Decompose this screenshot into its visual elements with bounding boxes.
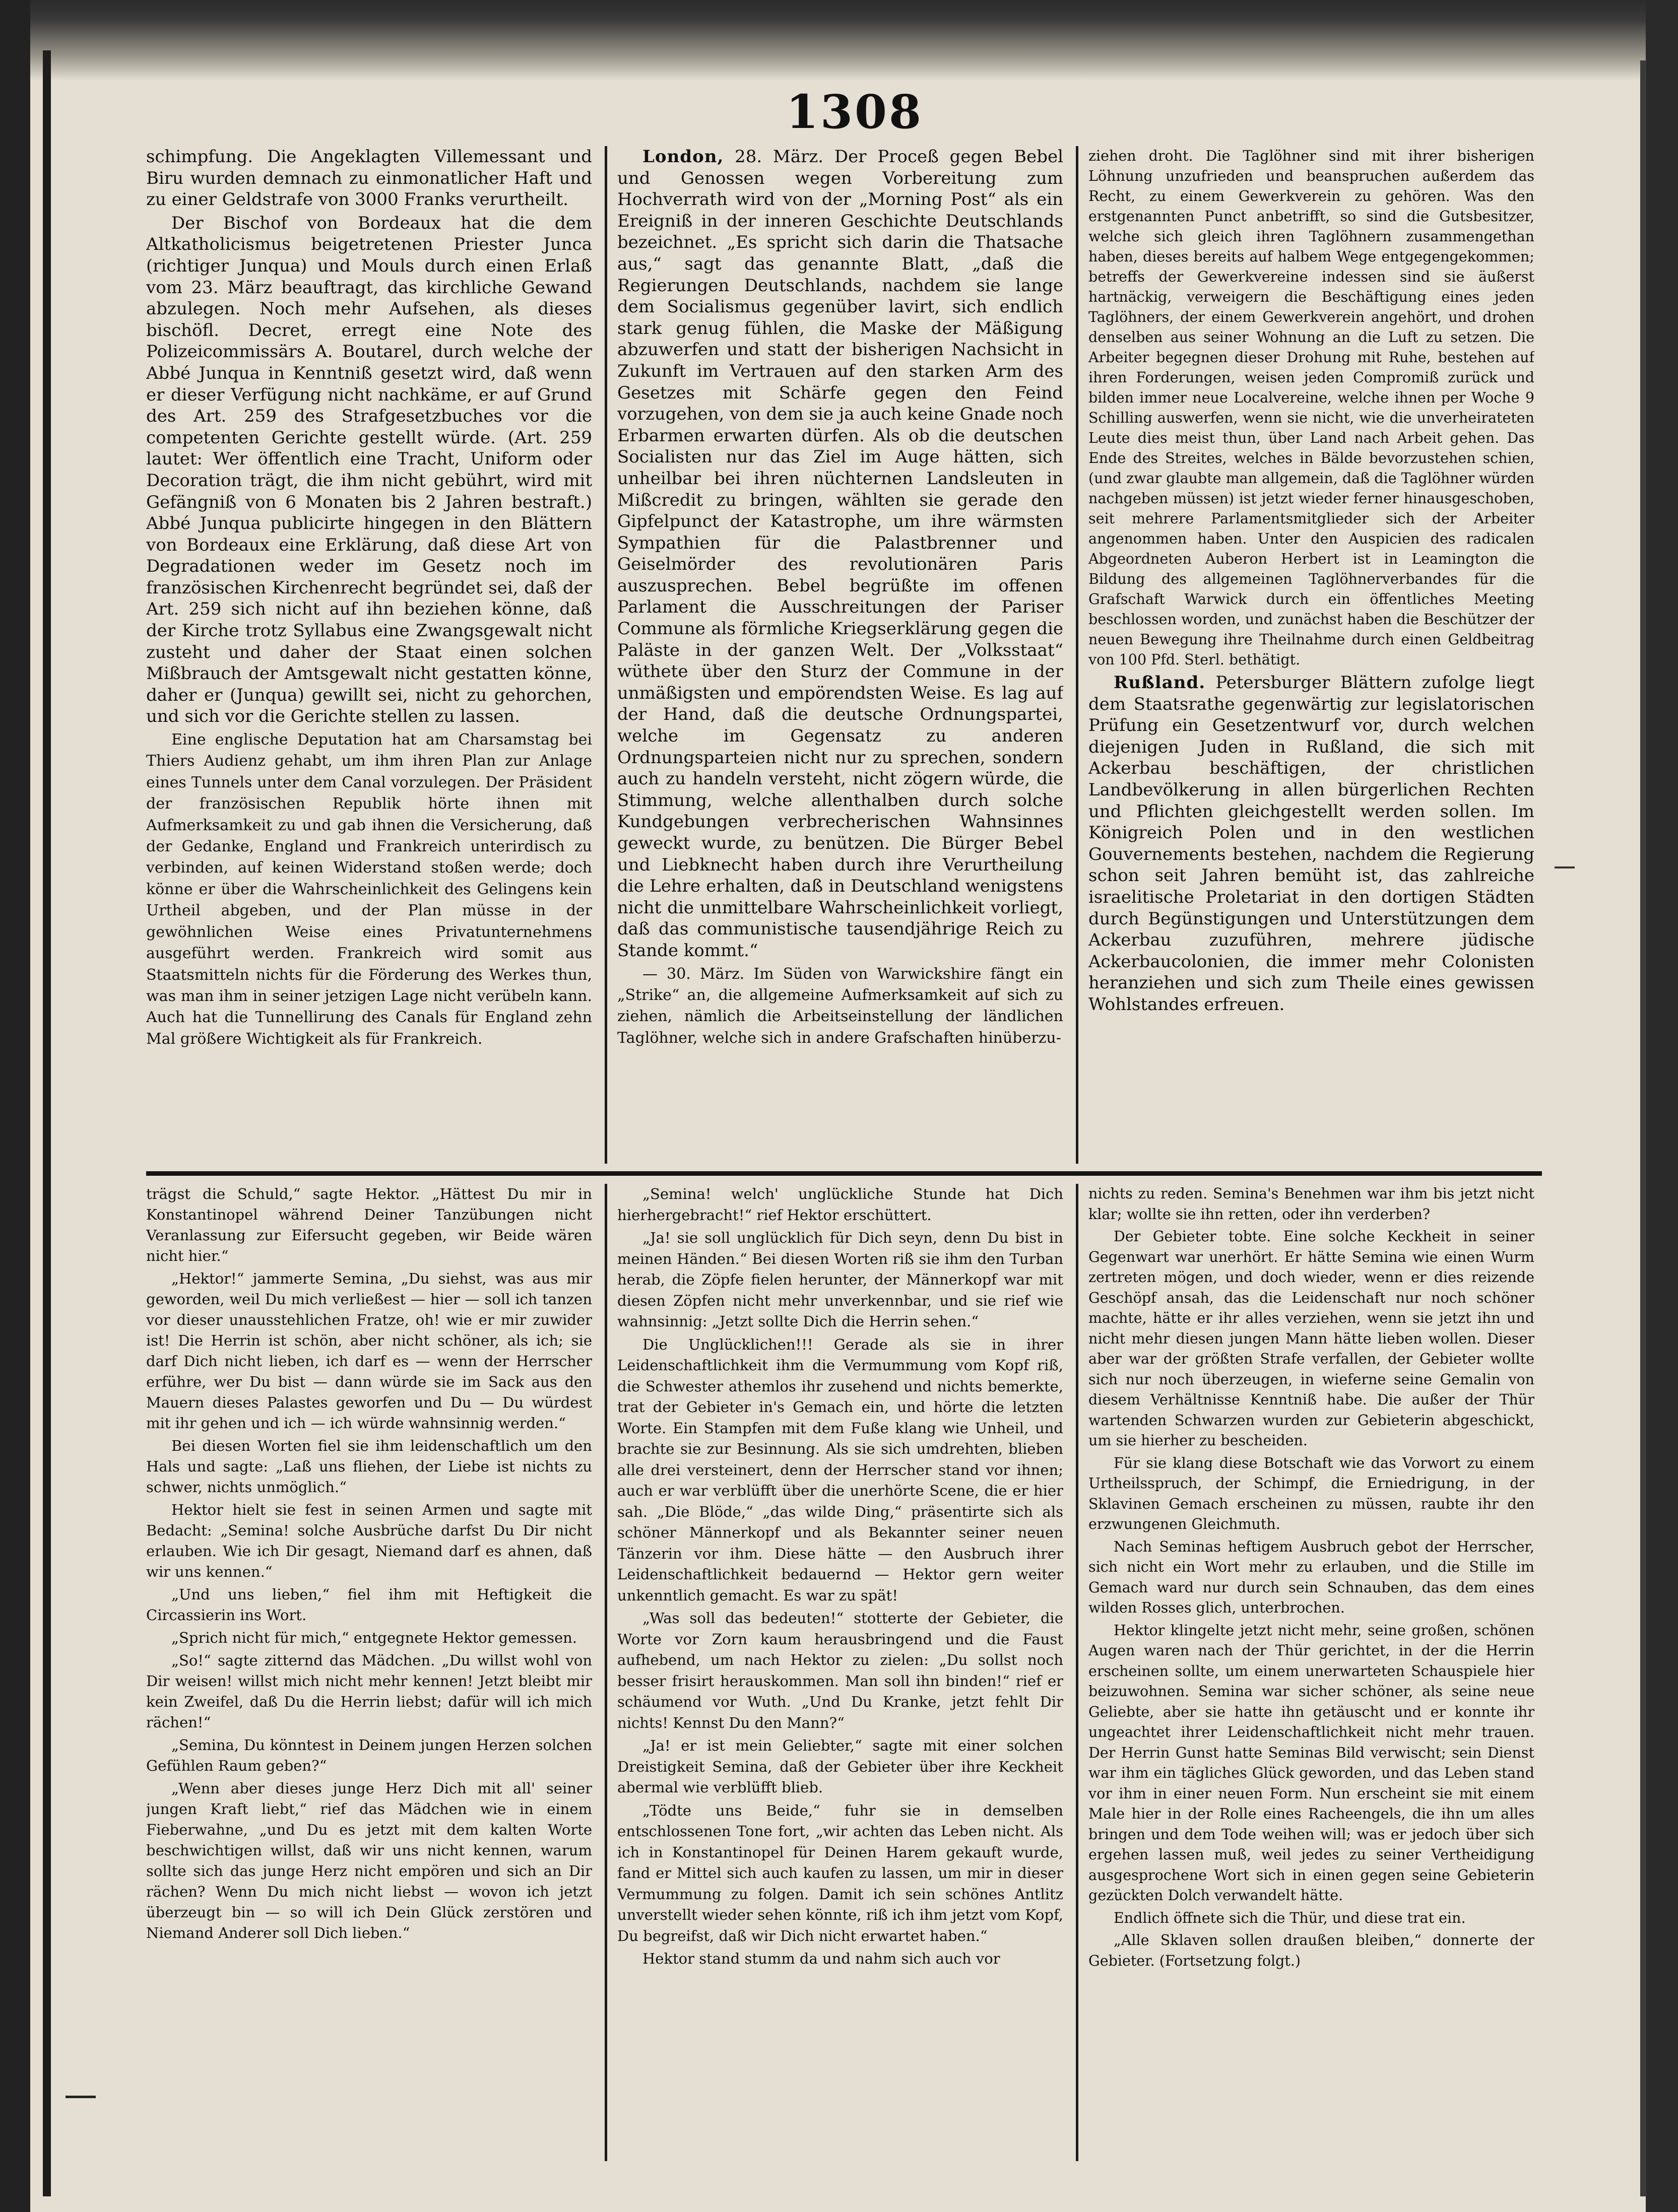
paragraph: Nach Seminas heftigem Ausbruch gebot der Herrscher, sich nicht ein Wort mehr zu erlauben, und die Stille im Gemach ward nur durch sein Schnauben, das dem eines wilden Rosses glich, unterbrochen.: [1088, 1538, 1534, 1616]
column-divider: [605, 146, 607, 1164]
paragraph: — 30. März. Im Süden von Warwickshire fängt ein „Strike“ an, die allgemeine Aufmerksamkeit auf sich zu ziehen, nämlich die Arbeitseinstellung der ländlichen Taglöhner, welche sich in andere Grafschaften hinüberzu-: [617, 965, 1063, 1047]
paragraph: „Tödte uns Beide,“ fuhr sie in demselben entschlossenen Tone fort, „wir achten das Leben nicht. Als ich in Konstantinopel für Deinen Harem gekauft wurde, fand er Mittel sich auch kaufen zu lassen, um mir in dieser Vermummung zu folgen. Damit ich sein schönes Antlitz unverstellt wieder sehen könnte, riß ich ihm jetzt vom Kopf, Du begreifst, daß wir Dich nicht erwartet haben.“: [617, 1801, 1063, 1945]
paragraph: „Ja! sie soll unglücklich für Dich seyn, denn Du bist in meinen Händen.“ Bei diesen Worten riß sie ihm den Turban herab, die Zöpfe fielen herunter, der Männerkopf war mit diesen Zöpfen nicht mehr unverkennbar, und sie rief wie wahnsinnig: „Jetzt sollte Dich die Herrin sehen.“: [617, 1229, 1063, 1330]
paragraph: „Ja! er ist mein Geliebter,“ sagte mit einer solchen Dreistigkeit Semina, daß der Gebieter über ihre Keckheit abermal wie verblüfft blieb.: [617, 1737, 1063, 1796]
paragraph: ziehen droht. Die Taglöhner sind mit ihrer bisherigen Löhnung unzufrieden und beanspruchen außerdem das Recht, zu einem Gewerkverein zu gehören. Was den erstgenannten Punct anbetrifft, so sind die Gutsbesitzer, welche sich gleich ihren Taglöhnern zusammengethan haben, dieses bereits auf halbem Wege entgegengekommen; betreffs der Gewerkvereine indessen sind sie äußerst hartnäckig, verweigern die Beschäftigung eines jeden Taglöhners, der einem Gewerkverein angehört, und drohen denselben aus seiner Wohnung an die Luft zu setzen. Die Arbeiter begegnen dieser Drohung mit Ruhe, bestehen auf ihren Forderungen, weisen jeden Compromiß zurück und bilden immer neue Localvereine, welche ihnen per Woche 9 Schilling auswerfen, wenn sie nicht, wie die unverheirateten Leute dies meist thun, über Land nach Arbeit gehen. Das Ende des Streites, welches in Bälde bevorzustehen schien, (und zwar glaubte man allgemein, daß die Taglöhner würden nachgeben müssen) ist jetzt wieder ferner hinausgeschoben, seit mehrere Parlamentsmitglieder sich der Arbeiter angenommen haben. Unter den Auspicien des radicalen Abgeordneten Auberon Herbert ist in Leamington die Bildung des allgemeinen Taglöhnerverbandes für die Grafschaft Warwick durch ein öffentliches Meeting beschlossen worden, und zunächst haben die Beschützer der neuen Bewegung ihre Theilnahme durch einen Geldbeitrag von 100 Pfd. Sterl. bethätigt.: [1088, 148, 1534, 668]
paragraph: „Hektor!“ jammerte Semina, „Du siehst, was aus mir geworden, weil Du mich verließest — hier — soll ich tanzen vor dieser unausstehlichen Fratze, oh! wie er mir zuwider ist! Die Herrin ist schön, aber nicht schöner, als ich; sie darf Dich nicht lieben, ich darf es — wenn der Herrscher erführe, wer Du bist — dann würde sie im Sack aus den Mauern dieses Palastes geworfen und Du — Du würdest mit ihr gehen und ich — ich würde wahnsinnig werden.“: [146, 1270, 592, 1432]
paragraph: „Und uns lieben,“ fiel ihm mit Heftigkeit die Circassierin ins Wort.: [146, 1586, 592, 1624]
paragraph: „Sprich nicht für mich,“ entgegnete Hektor gemessen.: [171, 1629, 577, 1646]
column-divider: [1076, 146, 1078, 1164]
paragraph: „Alle Sklaven sollen draußen bleiben,“ donnerte der Gebieter. (Fortsetzung folgt.): [1088, 1932, 1534, 1969]
paragraph-london: [617, 146, 1063, 962]
bottom-column-3: [1088, 1184, 1534, 2171]
margin-mark: [1555, 866, 1575, 868]
column-divider: [605, 1184, 607, 2161]
scan-left-edge: [0, 0, 30, 2212]
paragraph: trägst die Schuld,“ sagte Hektor. „Hättest Du mir in Konstantinopel während Deiner Tanzübungen nicht Veranlassung zur Eifersucht gegeben, wir Beide wären nicht hier.“: [146, 1185, 592, 1264]
bottom-column-1: [146, 1184, 592, 2091]
left-border-rule: [43, 50, 51, 2196]
top-column-3: [1088, 146, 1534, 1164]
top-column-1: [146, 146, 592, 1164]
paragraph-text: Petersburger Blättern zufolge liegt dem Staatsrathe gegenwärtig zur legislatorischen Prüfung ein Gesetzentwurf vor, durch welchen diejenigen Juden in Rußland, die sich mit Ackerbau beschäftigen, der christlichen Landbevölkerung in allen bürgerlichen Rechten und Pflichten gleichgestellt werden sollen. Im Königreich Polen und in den westlichen Gouvernements bestehen, nachdem die Regierung schon seit Jahren bemüht ist, das zahlreiche israelitische Proletariat in den dortigen Städten durch Begünstigungen und Unterstützungen dem Ackerbau zuzuführen, mehrere jüdische Ackerbaucolonien, die immer mehr Colonisten heranziehen und sich zum Theile eines gewissen Wohlstandes erfreuen.: [1088, 673, 1534, 1015]
paragraph: Der Gebieter tobte. Eine solche Keckheit in seiner Gegenwart war unerhört. Er hätte Semina wie einen Wurm zertreten mögen, und doch wieder, wenn er dies reizende Geschöpf ansah, das die Leidenschaft nur noch schöner machte, hätte er ihr alles verziehen, wenn sie jetzt ihn und nicht mehr diesen jungen Mann hätte lieben wollen. Dieser aber war der größten Strafe verfallen, der Gebieter wollte sich nur noch überzeugen, in wieferne seine Gemalin von diesem Verhältnisse Kenntniß habe. Die außer der Thür wartenden Schwarzen wurden zur Gebieterin abgeschickt, um sie hierher zu bescheiden.: [1088, 1228, 1534, 1449]
dateline-russia: Rußland.: [1114, 673, 1206, 693]
paragraph: Hektor hielt sie fest in seinen Armen und sagte mit Bedacht: „Semina! solche Ausbrüche darfst Du Dir nicht erlauben. Wie ich Dir gesagt, Niemand darf es ahnen, daß wir uns kennen.“: [146, 1501, 592, 1580]
margin-mark: [66, 2096, 96, 2098]
paragraph: Hektor stand stumm da und nahm sich auch vor: [642, 1950, 1000, 1967]
paragraph: „Semina, Du könntest in Deinem jungen Herzen solchen Gefühlen Raum geben?“: [146, 1736, 592, 1774]
bottom-column-2: [617, 1184, 1063, 2171]
scan-top-edge: [0, 0, 1678, 81]
paragraph: Endlich öffnete sich die Thür, und diese trat ein.: [1114, 1909, 1466, 1926]
paragraph-russia: [1088, 672, 1534, 1016]
paragraph: Der Bischof von Bordeaux hat die dem Altkatholicismus beigetretenen Priester Junca (richtiger Junqua) und Mouls durch einen Erlaß vom 23. März beauftragt, das kirchliche Gewand abzulegen. Noch mehr Aufsehen, als dieses bischöfl. Decret, erregt eine Note des Polizeicommissärs A. Boutarel, durch welche der Abbé Junqua in Kenntniß gesetzt wird, daß wenn er dieser Verfügung nicht nachkäme, er auf Grund des Art. 259 des Strafgesetzbuches vor die competenten Gerichte gestellt würde. (Art. 259 lautet: Wer öffentlich eine Tracht, Uniform oder Decoration trägt, die ihm nicht gebührt, wird mit Gefängniß von 6 Monaten bis 2 Jahren bestraft.) Abbé Junqua publicirte hingegen in den Blättern von Bordeaux eine Erklärung, daß diese Art von Degradationen weder im Gesetz noch im französischen Kirchenrecht begründet sei, daß der Art. 259 sich nicht auf ihn beziehen könne, daß der Kirche trotz Syllabus eine Zwangsgewalt nicht zusteht und daher der Staat einen solchen Mißbrauch der Amtsgewalt nicht gestatten könne, daher er (Junqua) gewillt sei, nicht zu gehorchen, und sich vor die Gerichte stellen zu lassen.: [146, 213, 592, 727]
paragraph: schimpfung. Die Angeklagten Villemessant und Biru wurden demnach zu einmonatlicher Haft und zu einer Geldstrafe von 3000 Franks verurtheilt.: [146, 147, 592, 210]
column-divider: [1076, 1184, 1078, 2161]
paragraph: „Semina! welch' unglückliche Stunde hat Dich hierhergebracht!“ rief Hektor erschüttert.: [617, 1185, 1063, 1224]
dateline-london: London,: [642, 147, 724, 167]
top-column-2: [617, 146, 1063, 1164]
paragraph-text: 28. März. Der Proceß gegen Bebel und Genossen wegen Vorbereitung zum Hochverrath wird von der „Morning Post“ als ein Ereigniß in der inneren Geschichte Deutschlands bezeichnet. „Es spricht sich darin die Thatsache aus,“ sagt das genannte Blatt, „daß die Regierungen Deutschlands, nachdem sie lange dem Socialismus gegenüber lavirt, sich endlich stark genug fühlen, die Maske der Mäßigung abzuwerfen und statt der bisherigen Nachsicht in Zukunft im Vertrauen auf den starken Arm des Gesetzes mit Schärfe gegen den Feind vorzugehen, von dem sie ja auch keine Gnade noch Erbarmen erwarten dürfen. Als ob die deutschen Socialisten nur das Ziel im Auge hätten, sich unheilbar bei ihren nüchternen Landsleuten in Mißcredit zu bringen, wählten sie gerade den Gipfelpunct der Katastrophe, um ihre wärmsten Sympathien für die Palastbrenner und Geiselmörder des revolutionären Paris auszusprechen. Bebel begrüßte im offenen Parlament die Ausschreitungen der Pariser Commune als förmliche Kriegserklärung gegen die Paläste in der ganzen Welt. Der „Volksstaat“ wüthete über den Sturz der Commune in der unmäßigsten und empörendsten Weise. Es lag auf der Hand, daß die deutsche Ordnungspartei, welche im Gegensatz zu anderen Ordnungsparteien nicht nur zu sprechen, sondern auch zu handeln versteht, nicht zögern würde, die Stimmung, welche allenthalben durch solche Kundgebungen verbrecherischen Wahnsinnes geweckt wurde, zu benützen. Die Bürger Bebel und Liebknecht haben durch ihre Verurtheilung die Lehre erhalten, daß in Deutschland wenigstens nicht die unmittelbare Wahrscheinlichkeit vorliegt, daß das communistische tausendjährige Reich zu Stande kommt.“: [617, 147, 1063, 961]
paragraph: Eine englische Deputation hat am Charsamstag bei Thiers Audienz gehabt, um ihm ihren Plan zur Anlage eines Tunnels unter dem Canal vorzulegen. Der Präsident der französischen Republik hörte ihnen mit Aufmerksamkeit zu und gab ihnen die Versicherung, daß der Gedanke, England und Frankreich unterirdisch zu verbinden, auf keinen Widerstand stoßen werde; doch könne er über die Wahrscheinlichkeit des Gelingens kein Urtheil abgeben, und der Plan müsse in der gewöhnlichen Weise eines Privatunternehmens ausgeführt werden. Frankreich wird somit aus Staatsmitteln nichts für die Förderung des Werkes thun, was man ihm in seiner jetzigen Lage nicht verübeln kann. Auch hat die Tunnellirung des Canals für England zehn Mal größere Wichtigkeit als für Frankreich.: [146, 731, 592, 1048]
paragraph: nichts zu reden. Semina's Benehmen war ihm bis jetzt nicht klar; wollte sie ihn retten, oder ihn verderben?: [1088, 1185, 1534, 1223]
paragraph: Hektor klingelte jetzt nicht mehr, seine großen, schönen Augen waren nach der Thür gerichtet, in der die Herrin erscheinen sollte, um einem unerwarteten Schauspiele hier beizuwohnen. Semina war sicher schöner, als seine neue Geliebte, aber sie hatte ihn getäuscht und er konnte ihr ungeachtet ihrer Leidenschaftlichkeit nicht mehr trauen. Der Herrin Gunst hatte Seminas Bild verwischt; sein Dienst war ihm ein tägliches Glück geworden, und das Leben stand vor ihm in einer neuen Form. Nun erscheint sie mit einem Male hier in der Rolle eines Racheengels, die ihn um alles bringen und dem Tode weihen will; was er jedoch über sich ergehen lassen muß, weil jedes zu seiner Vertheidigung ausgesprochene Wort sich in einen gegen seine Gebieterin gezückten Dolch verwandelt hätte.: [1088, 1622, 1534, 1904]
section-divider: [146, 1171, 1542, 1176]
scan-right-edge: [1646, 0, 1678, 2212]
paragraph: „Was soll das bedeuten!“ stotterte der Gebieter, die Worte vor Zorn kaum herausbringend und die Faust aufhebend, um nach Hektor zu zielen: „Du sollst noch besser frisirt herauskommen. Man soll ihn binden!“ rief er schäumend vor Wuth. „Und Du Kranke, jetzt fehlt Dir nichts! Kennst Du den Mann?“: [617, 1610, 1063, 1731]
page-number: 1308: [786, 85, 924, 139]
paragraph: Für sie klang diese Botschaft wie das Vorwort zu einem Urtheilsspruch, der Schimpf, die Erniedrigung, in der Sklavinen Gemach erscheinen zu müssen, raubte ihr den erzwungenen Gleichmuth.: [1088, 1454, 1534, 1532]
right-border-rule: [1640, 60, 1646, 2196]
paragraph: Bei diesen Worten fiel sie ihm leidenschaftlich um den Hals und sagte: „Laß uns fliehen, der Liebe ist nichts zu schwer, nichts unmöglich.“: [146, 1437, 592, 1496]
paragraph: Die Unglücklichen!!! Gerade als sie in ihrer Leidenschaftlichkeit ihm die Vermummung vom Kopf riß, die Schwester athemlos ihr zusehend und nichts bemerkte, trat der Gebieter in's Gemach ein, und hörte die letzten Worte. Ein Stampfen mit dem Fuße klang wie Unheil, und brachte sie zur Besinnung. Als sie sich umdrehten, blieben alle drei versteinert, denn der Herrscher stand vor ihnen; auch er war verblüfft über die unerhörte Scene, die er hier sah. „Die Blöde,“ „das wilde Ding,“ präsentirte sich als schöner Männerkopf und als Bekannter seiner neuen Tänzerin vor ihm. Diese hätte — den Ausbruch ihrer Leidenschaftlichkeit bedauernd — Hektor gern weiter unkenntlich gemacht. Es war zu spät!: [617, 1335, 1063, 1604]
paragraph: „Wenn aber dieses junge Herz Dich mit all' seiner jungen Kraft liebt,“ rief das Mädchen wie in einem Fieberwahne, „und Du es jetzt mit dem kalten Worte beschwichtigen willst, daß wir uns nicht kennen, warum sollte sich das junge Herz nicht empören und sich an Dir rächen? Wenn Du mich nicht liebst — wovon ich jetzt überzeugt bin — so will ich Dein Glück zerstören und Niemand Anderer soll Dich lieben.“: [146, 1780, 592, 1941]
paragraph: „So!“ sagte zitternd das Mädchen. „Du willst wohl von Dir weisen! willst mich nicht mehr kennen! Jetzt bleibt mir kein Zweifel, daß Du die Herrin liebst; dafür will ich mich rächen!“: [146, 1652, 592, 1731]
